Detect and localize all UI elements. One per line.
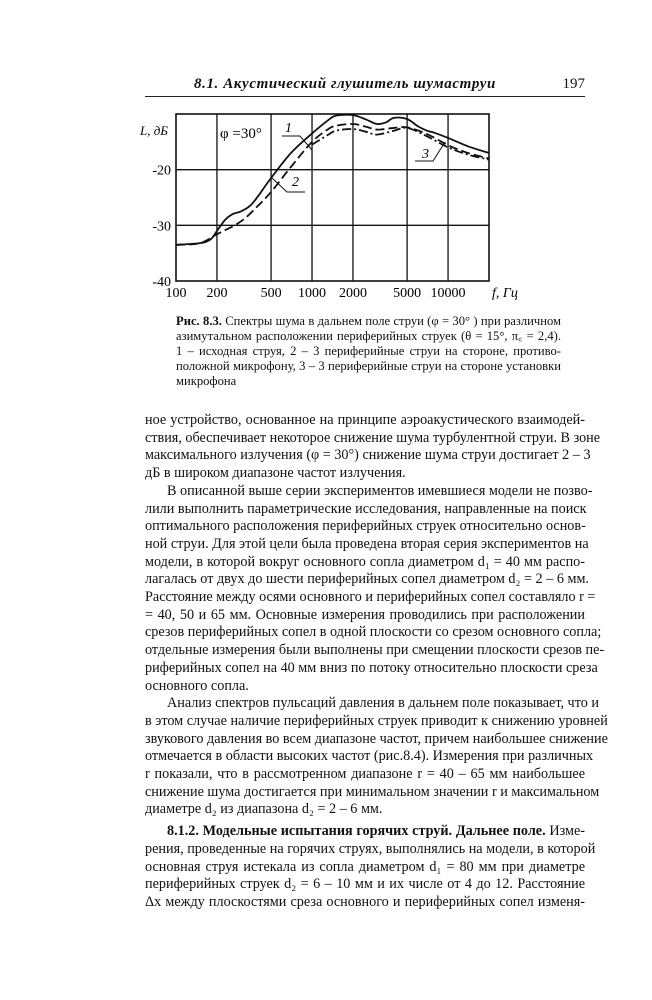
text-line: модели, в которой вокруг основного сопла диаметром d₁ = 40 мм распо- xyxy=(145,553,585,570)
caption-text: положной микрофону, 3 – 3 периферийные струи на стороне установки xyxy=(176,359,561,373)
text-line: основного сопла. xyxy=(145,677,249,694)
page-number: 197 xyxy=(562,76,585,92)
text-line: оптимального расположения периферийных струек относительно основ- xyxy=(145,518,586,535)
y-tick-label: -20 xyxy=(152,163,171,179)
caption-text: 1 – исходная струя, 2 – 3 периферийные струи на стороне, противо- xyxy=(176,344,561,358)
figure-label: Рис. 8.3. xyxy=(176,314,222,328)
series-label-2: 2 xyxy=(292,175,299,190)
text-line: Анализ спектров пульсаций давления в дальнем поле показывает, что и xyxy=(167,695,599,712)
text-line: r показали, что в рассмотренном диапазоне r = 40 – 65 мм наибольшее xyxy=(145,766,585,783)
text-line: максимального излучения (φ = 30°) снижение шума струи достигает 2 – 3 xyxy=(145,447,591,464)
text-line: отдельные измерения были выполнены при смещении плоскости срезов пе- xyxy=(145,642,605,659)
text-line: снижение шума достигается при минимальном значении r и максимальном xyxy=(145,783,600,800)
series-label-leader xyxy=(415,142,445,161)
text-line: Расстояние между осями основного и периферийных сопел составляло r = xyxy=(145,589,596,606)
x-axis-label: f, Гц xyxy=(492,286,518,301)
series-line-2 xyxy=(176,124,489,245)
text-line: ное устройство, основанное на принципе аэроакустического взаимодей- xyxy=(145,412,585,428)
text-line: периферийных струек d₂ = 6 – 10 мм и их числе от 4 до 12. Расстояние xyxy=(145,876,585,893)
caption-line xyxy=(176,359,561,374)
text-line: срезов периферийных сопел в одной плоскости со срезом основного сопла; xyxy=(145,624,602,641)
caption-text: азимутальном расположении периферийных струек (θ = 15°, π꜀ = 2,4). xyxy=(176,329,561,343)
y-tick-label: -30 xyxy=(152,219,171,235)
body-text xyxy=(145,412,608,912)
text-line: дБ в широком диапазоне частот излучения. xyxy=(145,465,406,482)
series-label-3: 3 xyxy=(422,147,429,162)
caption-text: микрофона xyxy=(176,374,237,388)
running-header-title: 8.1. Акустический глушитель шумаструи xyxy=(194,76,496,92)
text-line: отмечается в области высоких частот (рис.8.4). Измерения при различных xyxy=(145,748,594,765)
paragraph-1 xyxy=(145,412,601,483)
paragraph-4 xyxy=(145,823,596,912)
text-line: лагалась от двух до шести периферийных сопел диаметром d₂ = 2 – 6 мм. xyxy=(145,571,589,588)
noise-spectrum-chart xyxy=(0,0,652,310)
x-tick-label: 10000 xyxy=(430,286,466,301)
paragraph-2 xyxy=(145,482,605,695)
text-line: В описанной выше серии экспериментов имевшиеся модели не позво- xyxy=(167,482,593,499)
caption-line xyxy=(176,374,561,389)
y-tick-label: -40 xyxy=(152,275,171,290)
text-line: ствия, обеспечивает некоторое снижение шума турбулентной струи. В зоне xyxy=(145,429,601,446)
text-line: = 40, 50 и 65 мм. Основные измерения проводились при расположении xyxy=(145,606,585,623)
text-line: Изме- xyxy=(545,823,585,840)
text-line: рения, проведенные на горячих струях, выполнялись на модели, в которой xyxy=(145,840,596,857)
text-line: риферийных сопел на 40 мм вниз по потоку относительно плоскости среза xyxy=(145,659,598,676)
section-heading: 8.1.2. Модельные испытания горячих струй. Дальнее поле. xyxy=(167,823,546,840)
x-tick-label: 2000 xyxy=(338,286,367,301)
figure-caption xyxy=(176,314,561,389)
caption-text: Спектры шума в дальнем поле струи (φ = 30° ) при различном xyxy=(221,314,561,328)
text-line: ной струи. Для этой цели была проведена вторая серия экспериментов на xyxy=(145,535,589,552)
text-line: Δx между плоскостями среза основного и периферийных сопел изменя- xyxy=(145,893,585,910)
caption-line xyxy=(176,344,561,359)
x-tick-label: 5000 xyxy=(393,286,422,301)
x-tick-label: 500 xyxy=(260,286,282,301)
text-line: диаметре d₂ из диапазона d₂ = 2 – 6 мм. xyxy=(145,801,383,818)
chart-annotation: φ =30° xyxy=(220,126,262,142)
x-tick-label: 100 xyxy=(165,286,187,301)
caption-line xyxy=(176,329,561,344)
x-tick-label: 200 xyxy=(206,286,228,301)
paragraph-3 xyxy=(145,695,608,819)
x-tick-label: 1000 xyxy=(298,286,327,301)
y-axis-label: L, дБ xyxy=(140,123,168,138)
caption-line xyxy=(176,314,561,329)
text-line: звукового давления во всем диапазоне частот, причем наибольшее снижение xyxy=(145,730,608,747)
text-line: основная струя истекала из сопла диаметром d₁ = 80 мм при диаметре xyxy=(145,858,585,875)
text-line: в этом случае наличие периферийных струек приводит к снижению уровней xyxy=(145,712,608,729)
series-label-1: 1 xyxy=(285,121,292,136)
text-line: лили выполнить параметрические исследования, направленные на поиск xyxy=(145,500,587,517)
